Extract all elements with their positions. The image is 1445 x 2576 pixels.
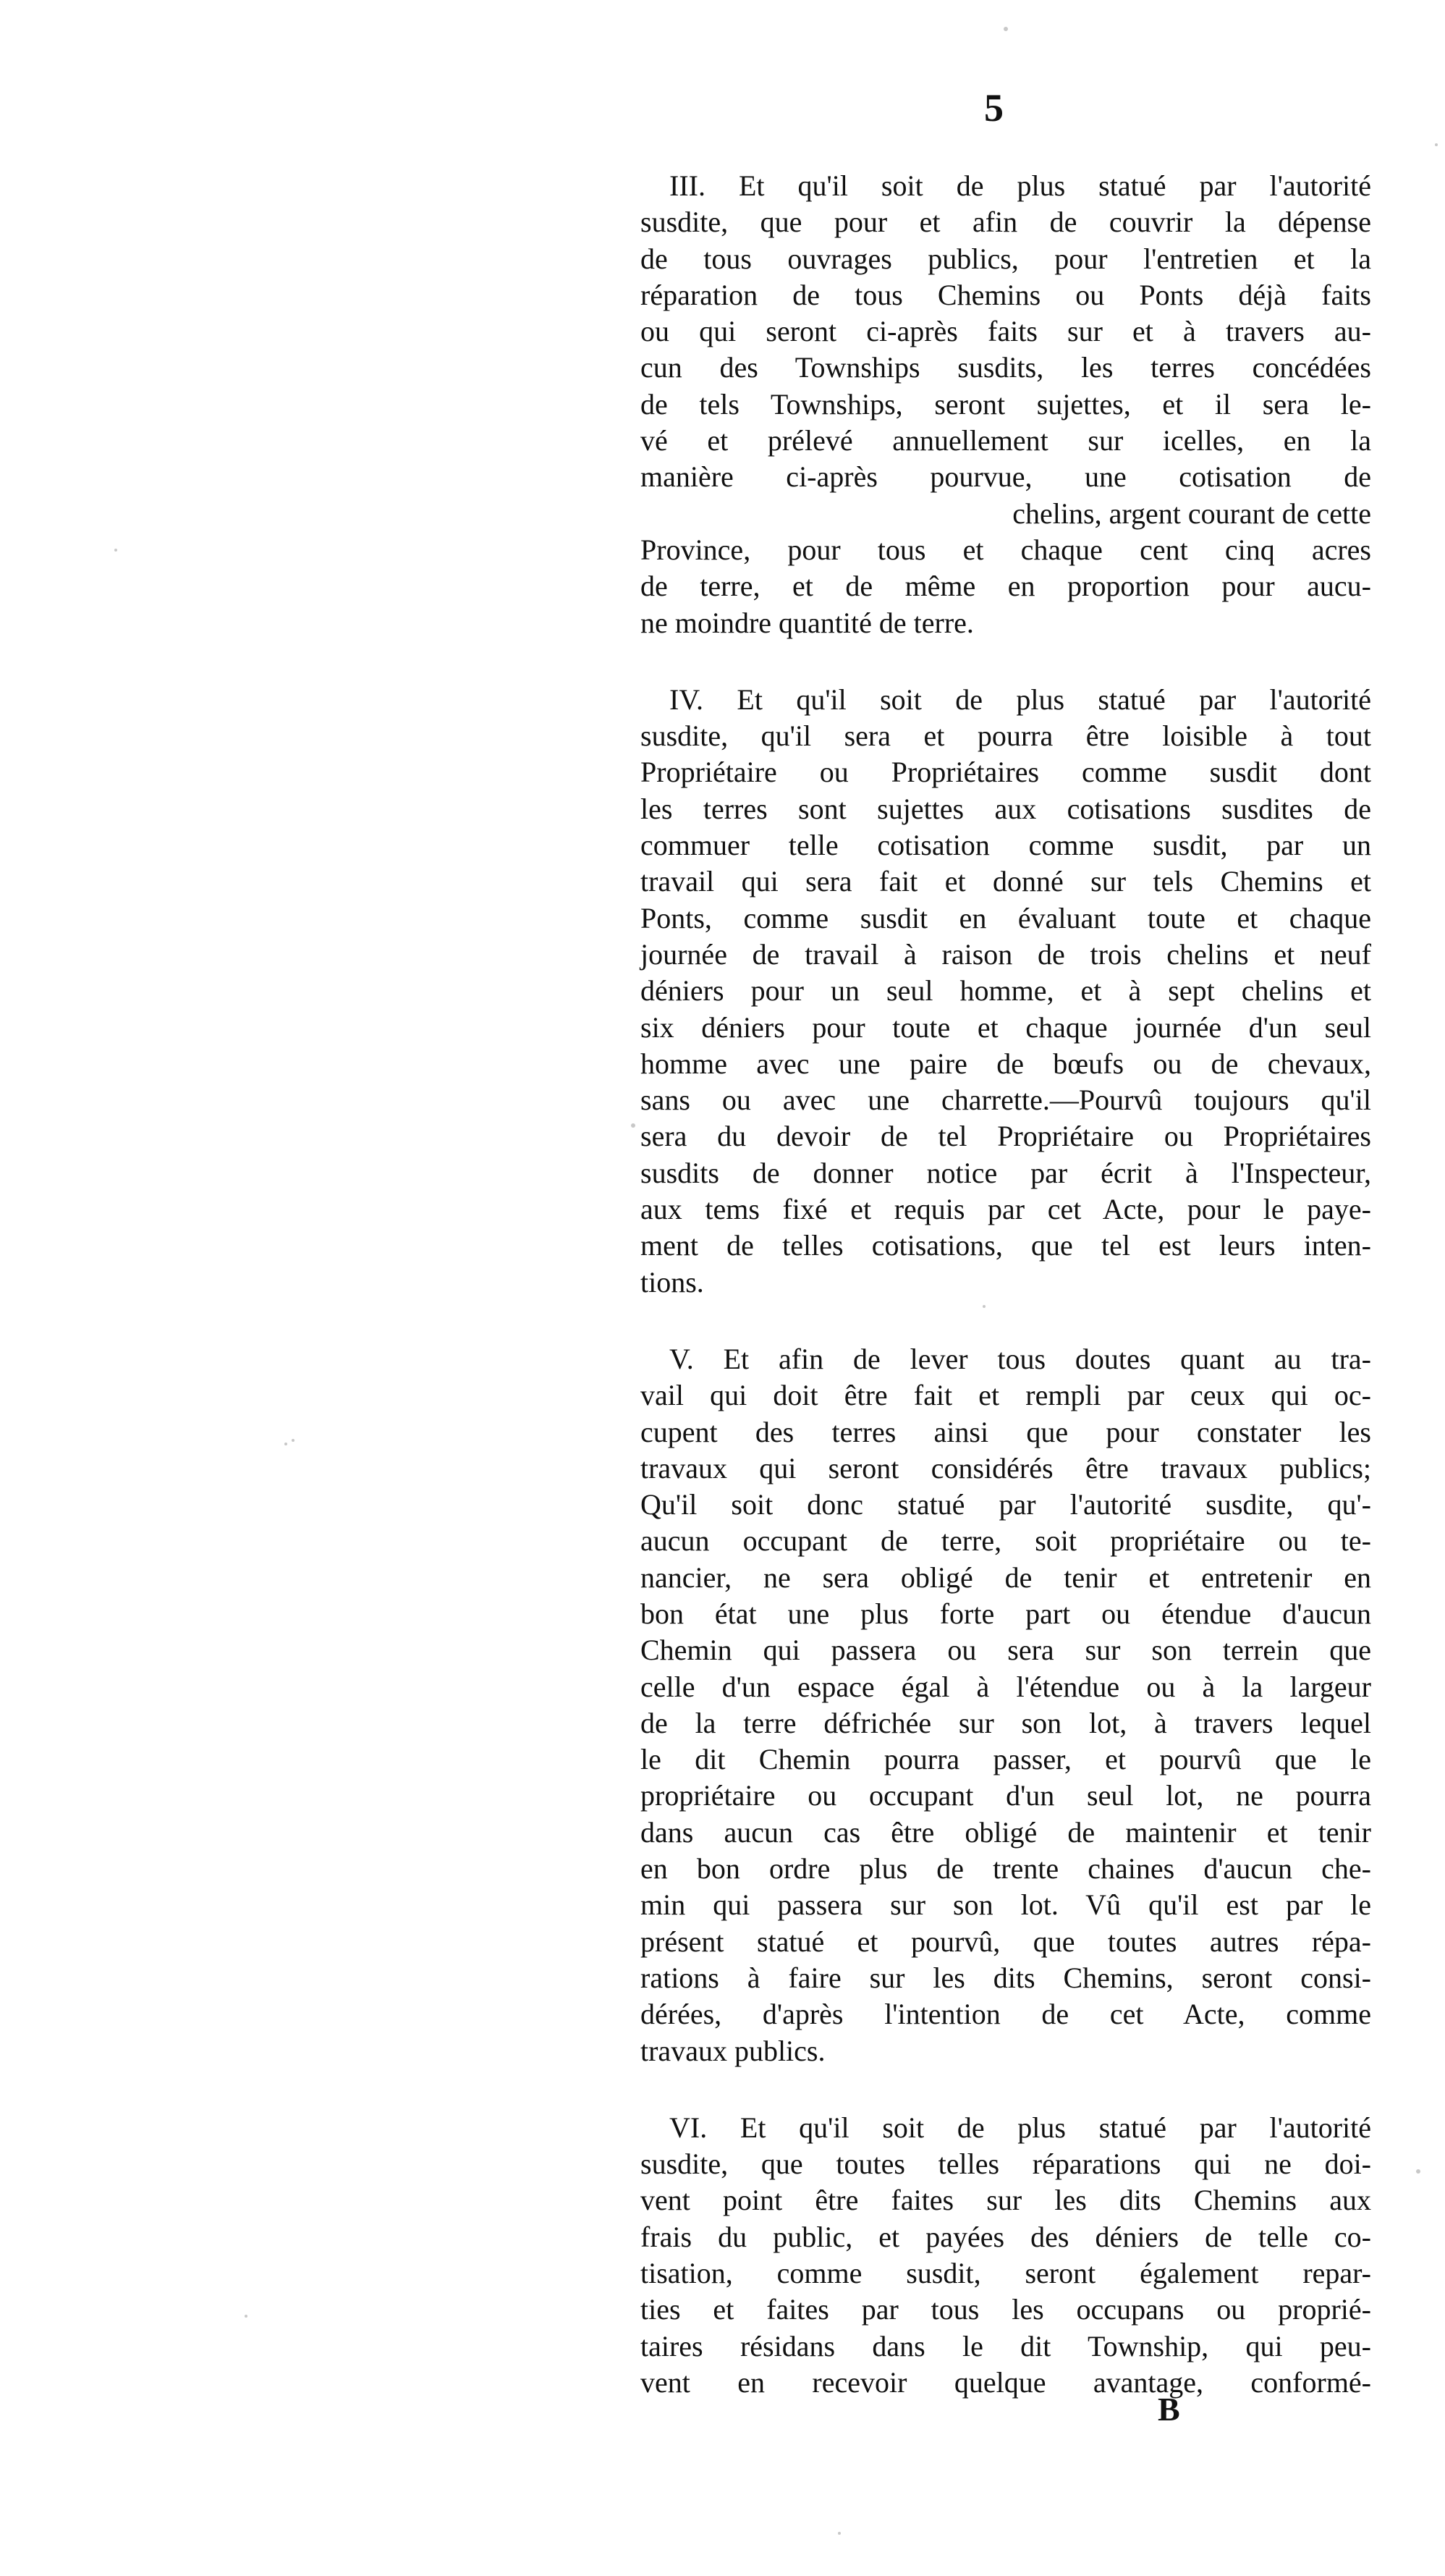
text-line: vent point être faites sur les dits Chemins aux (640, 2184, 1371, 2217)
text-line: Qu'il soit donc statué par l'autorité susdite, qu'- (640, 1488, 1371, 1521)
text-line: travail qui sera fait et donné sur tels Chemins et (640, 865, 1371, 898)
text-line: de terre, et de même en proportion pour aucu- (640, 570, 1371, 603)
text-line: homme avec une paire de bœufs ou de chevaux, (640, 1047, 1371, 1080)
text-line: journée de travail à raison de trois chelins et neuf (640, 937, 1371, 971)
text-line: sera du devoir de tel Propriétaire ou Propriétaires (640, 1120, 1371, 1153)
text-line: Province, pour tous et chaque cent cinq acres (640, 533, 1371, 566)
text-line: travaux qui seront considérés être travaux publics; (640, 1451, 1371, 1485)
text-line: déniers pour un seul homme, et à sept chelins et (640, 974, 1371, 1008)
text-line: aux tems fixé et requis par cet Acte, pour le paye- (640, 1193, 1371, 1226)
text-line: commuer telle cotisation comme susdit, par un (640, 829, 1371, 862)
text-line: vent en recevoir quelque avantage, conformé- (640, 2365, 1371, 2399)
text-line: Chemin qui passera ou sera sur son terrein que (640, 1634, 1371, 1667)
page-number: 5 (984, 86, 1004, 130)
text-line: de tels Townships, seront sujettes, et il sera le- (640, 387, 1371, 421)
text-line: travaux publics. (640, 2034, 826, 2067)
text-line: dans aucun cas être obligé de maintenir et tenir (640, 1815, 1371, 1849)
text-line: bon état une plus forte part ou étendue d'aucun (640, 1597, 1371, 1630)
text-line: Ponts, comme susdit en évaluant toute et chaque (640, 901, 1371, 934)
text-line: min qui passera sur son lot. Vû qu'il est par le (640, 1888, 1371, 1922)
paragraph-spacer (640, 1301, 1371, 1341)
text-line: IV. Et qu'il soit de plus statué par l'autorité (669, 683, 1371, 716)
text-line: présent statué et pourvû, que toutes autres répa- (640, 1925, 1371, 1958)
text-line: V. Et afin de lever tous doutes quant au tra- (669, 1342, 1371, 1375)
text-line: six déniers pour toute et chaque journée d'un seul (640, 1010, 1371, 1044)
text-line: rations à faire sur les dits Chemins, seront consi- (640, 1961, 1371, 1994)
text-line: chelins, argent courant de cette (1012, 497, 1371, 530)
paragraph-iv (640, 682, 1371, 1301)
text-line: le dit Chemin pourra passer, et pourvû que le (640, 1743, 1371, 1776)
paragraph-vi (640, 2110, 1371, 2401)
text-line: susdite, que toutes telles réparations qui ne doi- (640, 2148, 1371, 2181)
text-line: manière ci-après pourvue, une cotisation de (640, 460, 1371, 494)
text-line: nancier, ne sera obligé de tenir et entretenir en (640, 1561, 1371, 1594)
text-line: réparation de tous Chemins ou Ponts déjà faits (640, 278, 1371, 311)
text-line: les terres sont sujettes aux cotisations susdites de (640, 792, 1371, 825)
text-line: cupent des terres ainsi que pour constater les (640, 1415, 1371, 1448)
text-line: de la terre défrichée sur son lot, à travers lequel (640, 1706, 1371, 1739)
text-line: propriétaire ou occupant d'un seul lot, ne pourra (640, 1779, 1371, 1812)
paragraph-v (640, 1341, 1371, 2069)
text-line: tisation, comme susdit, seront également repar- (640, 2257, 1371, 2290)
text-line: VI. Et qu'il soit de plus statué par l'autorité (669, 2111, 1371, 2144)
text-line: III. Et qu'il soit de plus statué par l'autorité (669, 169, 1371, 202)
text-line: cun des Townships susdits, les terres concédées (640, 351, 1371, 384)
text-line: dérées, d'après l'intention de cet Acte, comme (640, 1998, 1371, 2031)
paragraph-spacer (640, 2069, 1371, 2110)
text-line: susdite, que pour et afin de couvrir la dépense (640, 206, 1371, 239)
text-line: sans ou avec une charrette.—Pourvû toujours qu'il (640, 1084, 1371, 1117)
text-line: vail qui doit être fait et rempli par ceux qui oc- (640, 1379, 1371, 1412)
paragraph-iii (640, 168, 1371, 641)
text-line: taires résidans dans le dit Township, qui peu- (640, 2329, 1371, 2362)
text-line: ou qui seront ci-après faits sur et à travers au- (640, 315, 1371, 348)
paragraph-spacer (640, 641, 1371, 682)
text-line: de tous ouvrages publics, pour l'entretien et la (640, 242, 1371, 275)
text-line: celle d'un espace égal à l'étendue ou à la largeur (640, 1670, 1371, 1703)
text-column (640, 168, 1371, 2401)
text-line: ment de telles cotisations, que tel est leurs inten- (640, 1229, 1371, 1262)
signature-mark: B (1158, 2391, 1180, 2428)
text-line: vé et prélevé annuellement sur icelles, en la (640, 424, 1371, 457)
text-line: ties et faites par tous les occupans ou proprié- (640, 2293, 1371, 2326)
text-line: susdits de donner notice par écrit à l'Inspecteur, (640, 1156, 1371, 1189)
text-line: ne moindre quantité de terre. (640, 606, 974, 639)
text-line: tions. (640, 1265, 704, 1298)
text-line: en bon ordre plus de trente chaines d'aucun che- (640, 1852, 1371, 1885)
text-line: susdite, qu'il sera et pourra être loisible à tout (640, 719, 1371, 753)
text-line: aucun occupant de terre, soit propriétaire ou te- (640, 1524, 1371, 1558)
text-line: Propriétaire ou Propriétaires comme susdit dont (640, 756, 1371, 789)
text-line: frais du public, et payées des déniers de telle co- (640, 2220, 1371, 2253)
